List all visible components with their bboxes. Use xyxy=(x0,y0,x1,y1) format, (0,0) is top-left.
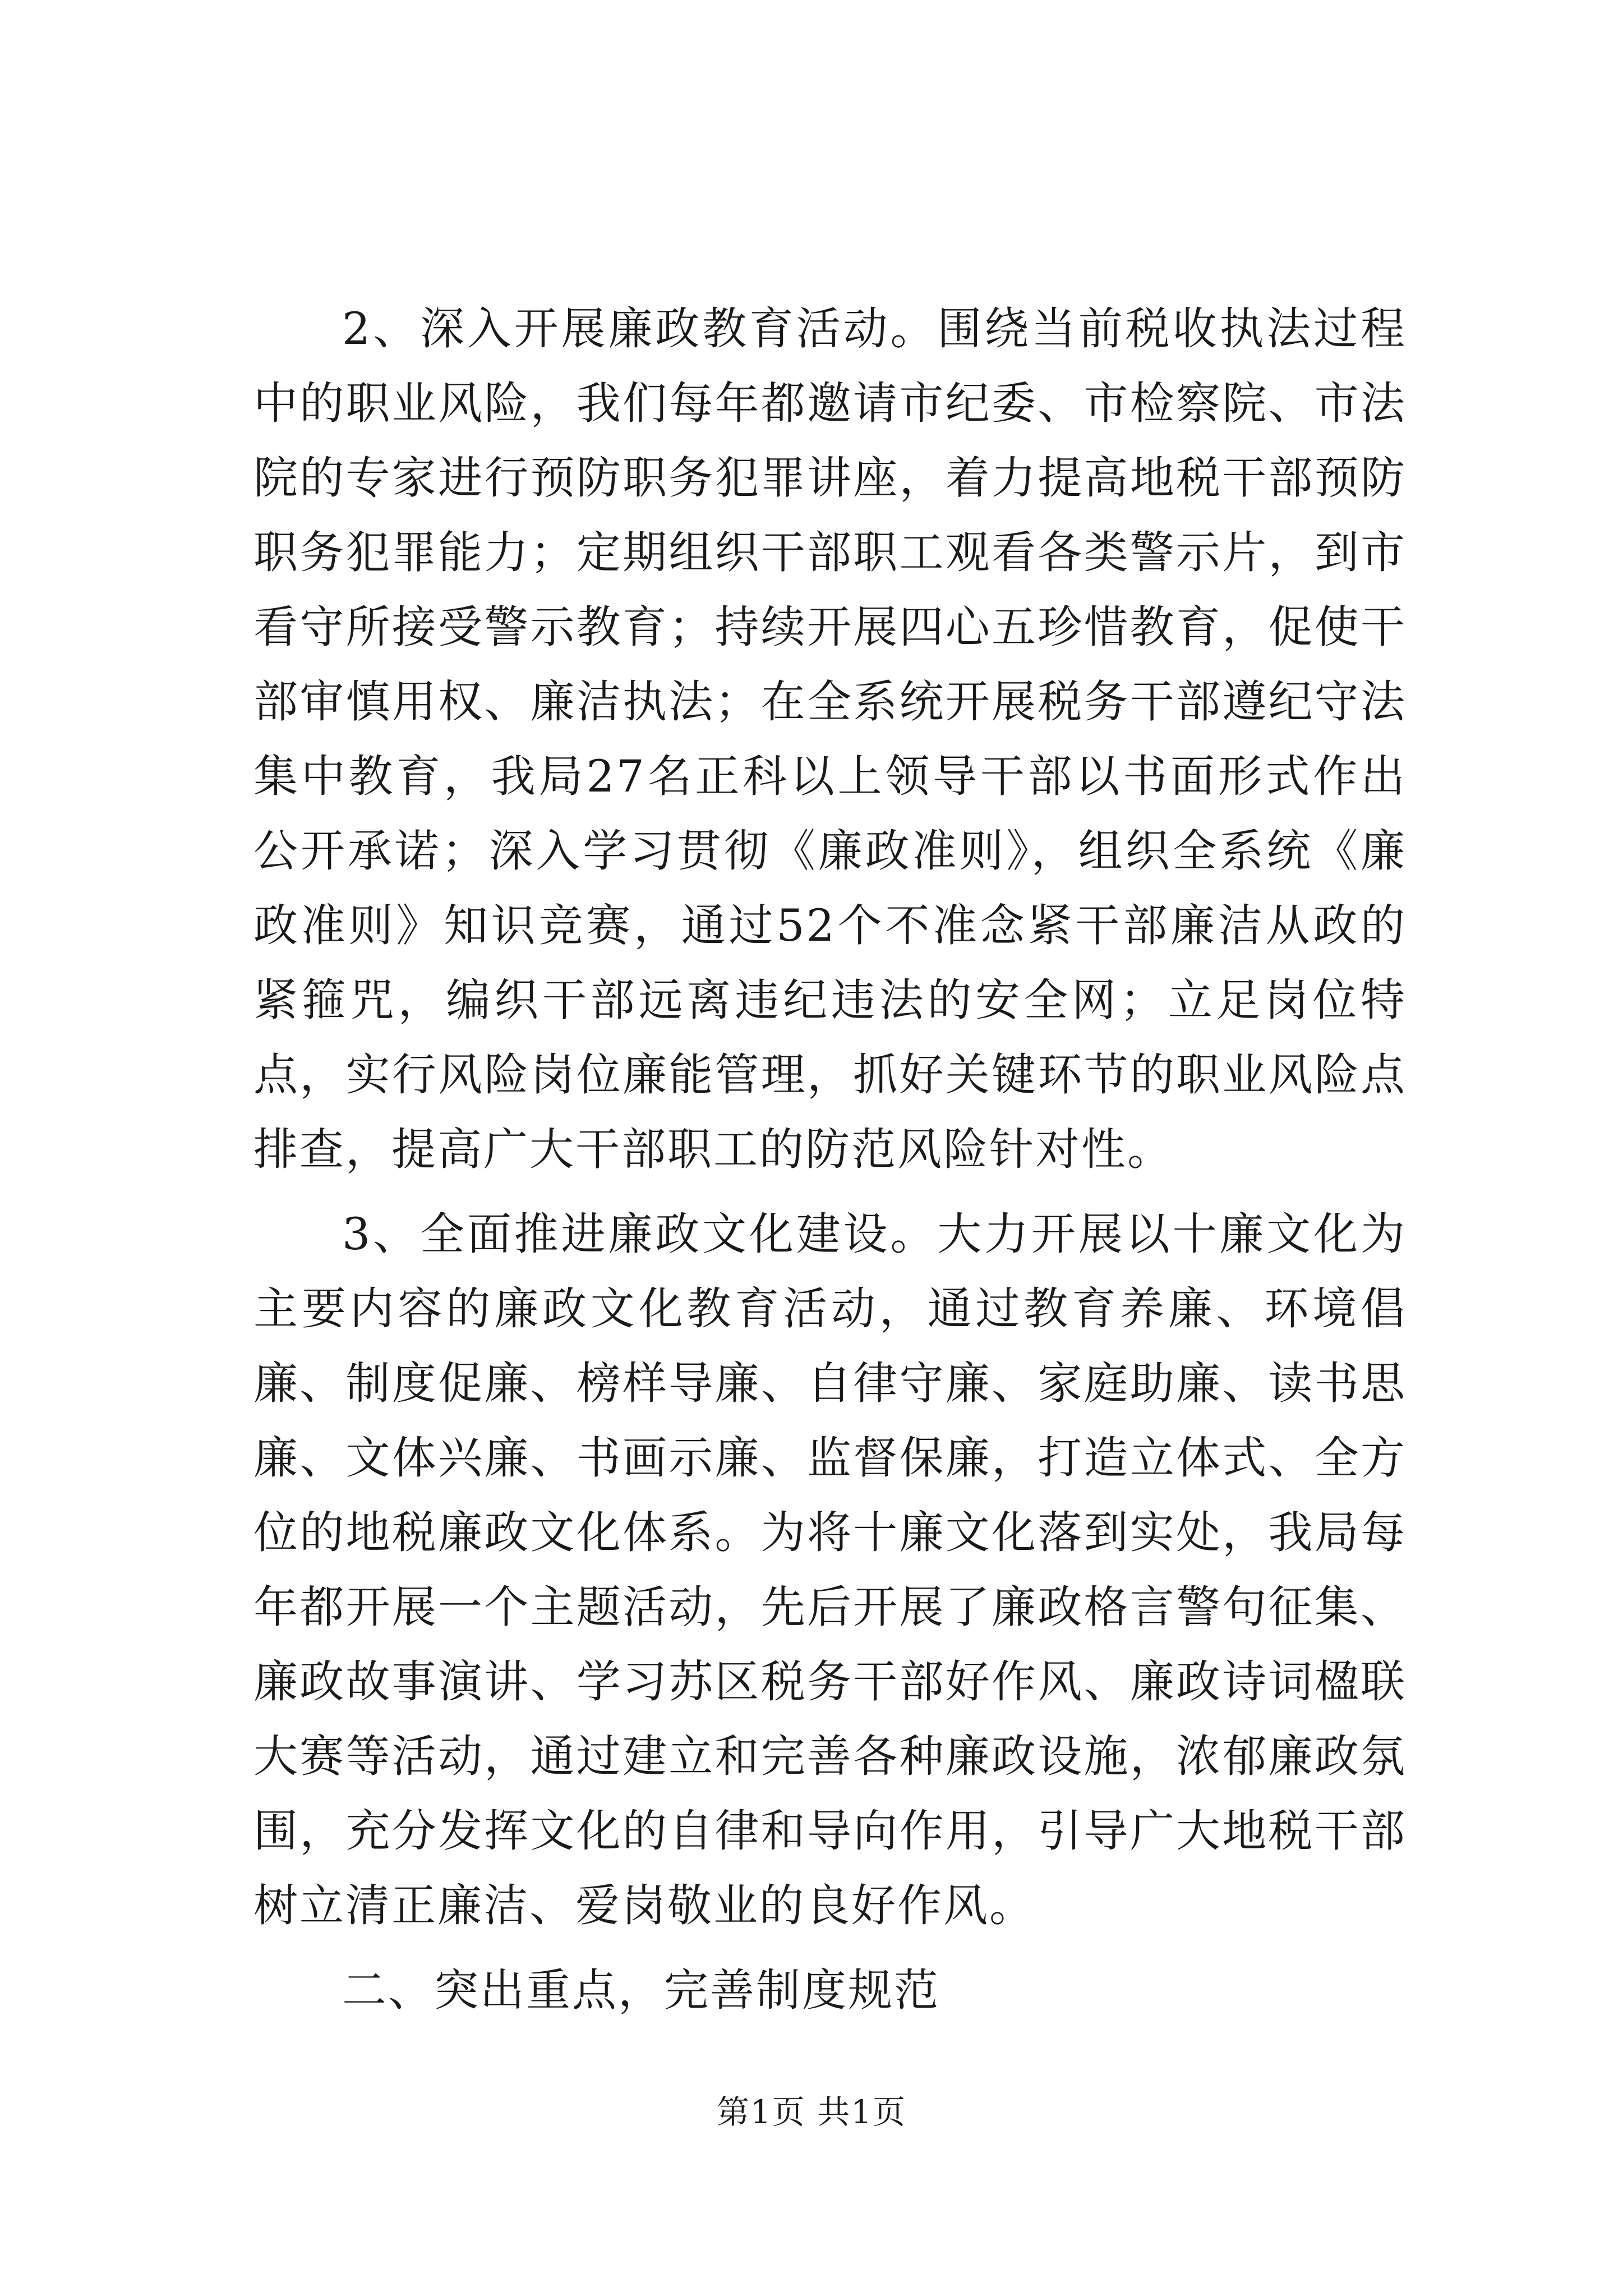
paragraph-education-activities: 2、深入开展廉政教育活动。围绕当前税收执法过程中的职业风险，我们每年都邀请市纪委、市检察院、市法院的专家进行预防职务犯罪讲座，着力提高地税干部预防职务犯罪能力；定期组织干部职工观看各类警示片，到市看守所接受警示教育；持续开展四心五珍惜教育，促使干部审慎用权、廉洁执法；在全系统开展税务干部遵纪守法集中教育，我局27名正科以上领导干部以书面形式作出公开承诺；深入学习贯彻《廉政准则》，组织全系统《廉政准则》知识竞赛，通过52个不准念紧干部廉洁从政的紧箍咒，编织干部远离违纪违法的安全网；立足岗位特点，实行风险岗位廉能管理，抓好关键环节的职业风险点排查，提高广大干部职工的防范风险针对性。 xyxy=(253,303,1407,1175)
page-footer: 第1页 共1页 xyxy=(716,2093,907,2131)
section-heading: 二、突出重点，完善制度规范 xyxy=(342,1964,940,2016)
document-body xyxy=(253,292,1407,2028)
paragraph-culture-building: 3、全面推进廉政文化建设。大力开展以十廉文化为主要内容的廉政文化教育活动，通过教育养廉、环境倡廉、制度促廉、榜样导廉、自律守廉、家庭助廉、读书思廉、文体兴廉、书画示廉、监督保廉，打造立体式、全方位的地税廉政文化体系。为将十廉文化落到实处，我局每年都开展一个主题活动，先后开展了廉政格言警句征集、廉政故事演讲、学习苏区税务干部好作风、廉政诗词楹联大赛等活动，通过建立和完善各种廉政设施，浓郁廉政氛围，充分发挥文化的自律和导向作用，引导广大地税干部树立清正廉洁、爱岗敬业的良好作风。 xyxy=(253,1208,1407,1931)
